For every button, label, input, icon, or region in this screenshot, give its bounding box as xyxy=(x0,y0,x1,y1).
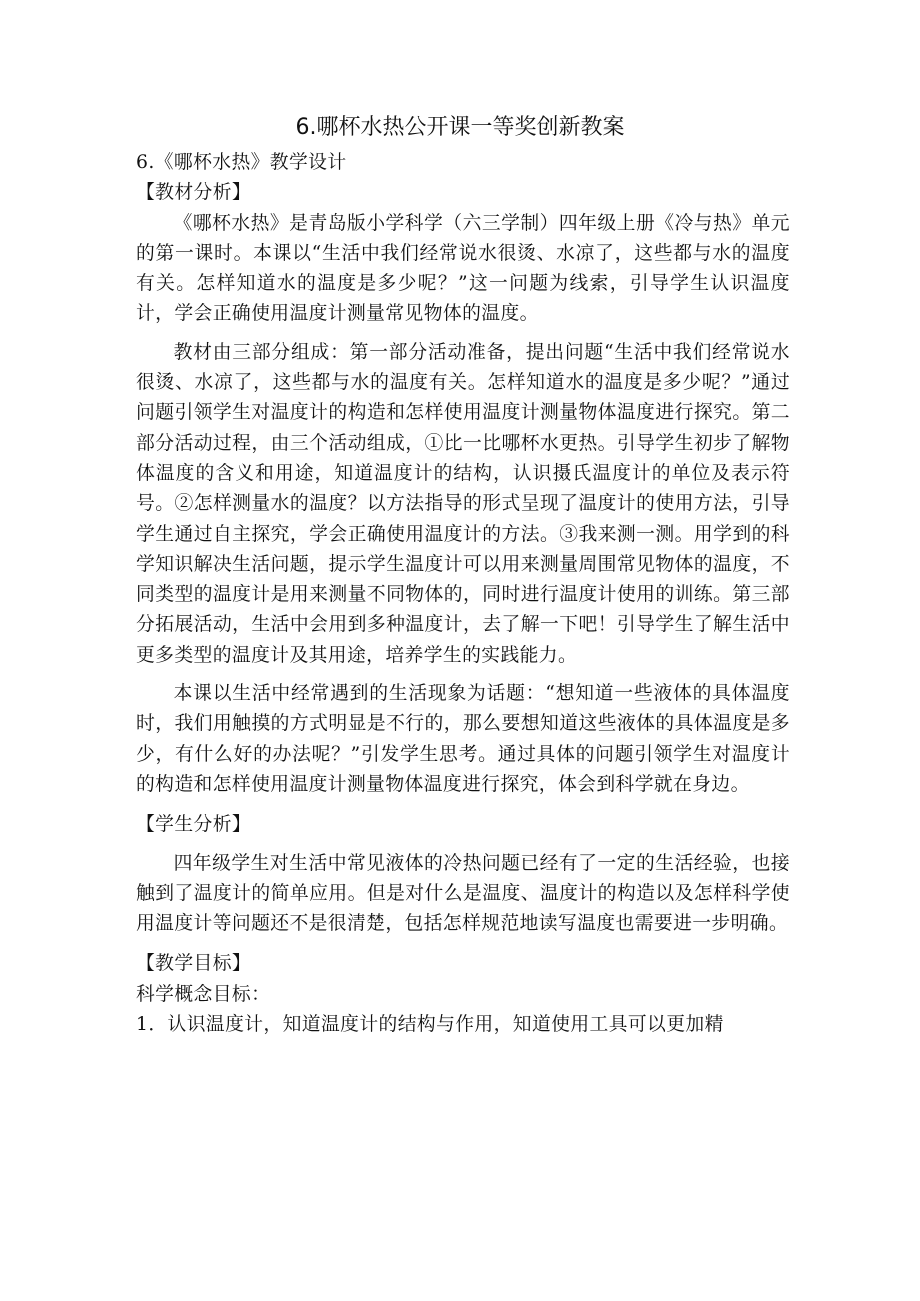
paragraph-lesson-topic: 本课以生活中经常遇到的生活现象为话题：“想知道一些液体的具体温度时，我们用触摸的方式明显是不行的，那么要想知道这些液体的具体温度是多少，有什么好的办法呢？”引发学生思考。通过具体的问题引领学生对温度计的构造和怎样使用温度计测量物体温度进行探究，体会到科学就在身边。 xyxy=(136,683,790,795)
document-title: 6.哪杯水热公开课一等奖创新教案 xyxy=(295,115,625,140)
paragraph-textbook-structure: 教材由三部分组成：第一部分活动准备，提出问题“生活中我们经常说水很烫、水凉了，这些都与水的温度有关。怎样知道水的温度是多少呢？”通过问题引领学生对温度计的构造和怎样使用温度计测量物体温度进行探究。第二部分活动过程，由三个活动组成，①比一比哪杯水更热。引导学生初步了解物体温度的含义和用途，知道温度计的结构，认识摄氏温度计的单位及表示符号。②怎样测量水的温度？以方法指导的形式呈现了温度计的使用方法，引导学生通过自主探究，学会正确使用温度计的方法。③我来测一测。用学到的科学知识解决生活问题，提示学生温度计可以用来测量周围常见物体的温度，不同类型的温度计是用来测量不同物体的，同时进行温度计使用的训练。第三部分拓展活动，生活中会用到多种温度计，去了解一下吧！引导学生了解生活中更多类型的温度计及其用途，培养学生的实践能力。 xyxy=(136,341,790,666)
paragraph-student-analysis: 四年级学生对生活中常见液体的冷热问题已经有了一定的生活经验，也接触到了温度计的简单应用。但是对什么是温度、温度计的构造以及怎样科学使用温度计等问题还不是很清楚，包括怎样规范地读写温度也需要进一步明确。 xyxy=(136,852,790,935)
section-heading-teaching-goals: 【教学目标】 xyxy=(136,953,252,975)
document-body xyxy=(136,148,790,1040)
section-heading-textbook-analysis: 【教材分析】 xyxy=(136,182,252,204)
goal-heading-science-concepts: 科学概念目标： xyxy=(136,983,271,1005)
section-heading-student-analysis: 【学生分析】 xyxy=(136,814,252,836)
lesson-subtitle: 6.《哪杯水热》教学设计 xyxy=(136,152,347,173)
paragraph-textbook-overview: 《哪杯水热》是青岛版小学科学（六三学制）四年级上册《冷与热》单元的第一课时。本课以“生活中我们经常说水很烫、水凉了，这些都与水的温度有关。怎样知道水的温度是多少呢？”这一问题为线索，引导学生认识温度计，学会正确使用温度计测量常见物体的温度。 xyxy=(136,212,790,325)
goal-item-1: 1．认识温度计，知道温度计的结构与作用，知道使用工具可以更加精 xyxy=(136,1014,724,1036)
